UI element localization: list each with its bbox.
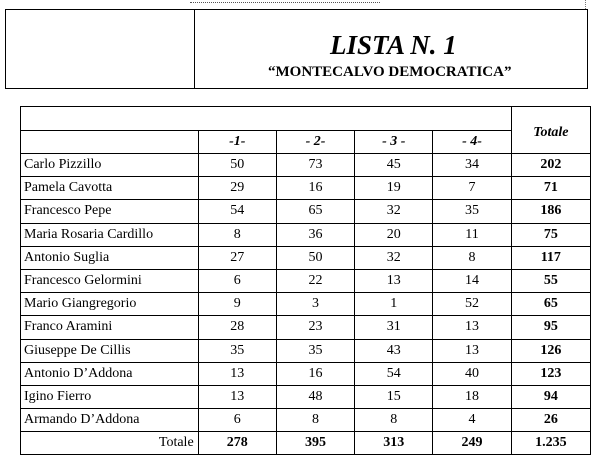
vote-cell-3: 32 [355, 246, 433, 269]
vote-cell-3: 45 [355, 154, 433, 177]
table-row [21, 339, 591, 362]
table-row [21, 293, 591, 316]
column-total-2: 395 [276, 432, 354, 455]
vote-cell-4: 7 [433, 177, 511, 200]
vote-cell-4: 18 [433, 385, 511, 408]
candidate-name: Igino Fierro [21, 385, 199, 408]
vote-cell-1: 54 [198, 200, 276, 223]
blank-cell [433, 107, 511, 131]
vote-cell-1: 13 [198, 385, 276, 408]
vote-cell-4: 14 [433, 269, 511, 292]
candidate-total: 65 [511, 293, 590, 316]
vote-cell-2: 16 [276, 362, 354, 385]
candidate-total: 117 [511, 246, 590, 269]
vote-cell-4: 34 [433, 154, 511, 177]
vote-cell-2: 50 [276, 246, 354, 269]
candidate-name: Carlo Pizzillo [21, 154, 199, 177]
table-blank-row [21, 107, 591, 131]
vote-cell-2: 23 [276, 316, 354, 339]
vote-cell-4: 8 [433, 246, 511, 269]
table-row [21, 154, 591, 177]
column-total-3: 313 [355, 432, 433, 455]
vote-cell-2: 48 [276, 385, 354, 408]
vote-cell-4: 35 [433, 200, 511, 223]
candidate-total: 55 [511, 269, 590, 292]
vote-cell-4: 13 [433, 339, 511, 362]
table-row [21, 409, 591, 432]
vote-cell-1: 29 [198, 177, 276, 200]
candidate-name: Antonio Suglia [21, 246, 199, 269]
candidate-name: Maria Rosaria Cardillo [21, 223, 199, 246]
candidate-total: 75 [511, 223, 590, 246]
total-column-header: Totale [511, 122, 590, 145]
table-row [21, 316, 591, 339]
vote-cell-3: 20 [355, 223, 433, 246]
blank-cell [276, 107, 354, 131]
vote-cell-4: 11 [433, 223, 511, 246]
scan-artifact-corner [585, 0, 588, 9]
candidate-name: Franco Aramini [21, 316, 199, 339]
vote-cell-3: 54 [355, 362, 433, 385]
vote-cell-3: 1 [355, 293, 433, 316]
summary-label: Totale [21, 432, 199, 455]
vote-cell-2: 22 [276, 269, 354, 292]
table-header-row [21, 131, 591, 154]
blank-cell [21, 107, 199, 131]
scan-artifact [190, 2, 380, 6]
column-total-4: 249 [433, 432, 511, 455]
vote-cell-1: 8 [198, 223, 276, 246]
list-title: LISTA N. 1 [330, 30, 457, 60]
vote-cell-1: 28 [198, 316, 276, 339]
candidate-total: 95 [511, 316, 590, 339]
vote-cell-1: 27 [198, 246, 276, 269]
candidate-name: Mario Giangregorio [21, 293, 199, 316]
vote-cell-3: 19 [355, 177, 433, 200]
candidate-total: 126 [511, 339, 590, 362]
vote-cell-4: 52 [433, 293, 511, 316]
vote-cell-2: 73 [276, 154, 354, 177]
vote-cell-2: 65 [276, 200, 354, 223]
vote-cell-3: 15 [355, 385, 433, 408]
vote-cell-2: 16 [276, 177, 354, 200]
vote-cell-4: 4 [433, 409, 511, 432]
header-divider [194, 10, 195, 88]
vote-cell-4: 13 [433, 316, 511, 339]
vote-cell-3: 43 [355, 339, 433, 362]
column-total-1: 278 [198, 432, 276, 455]
vote-cell-1: 35 [198, 339, 276, 362]
vote-cell-4: 40 [433, 362, 511, 385]
candidate-name: Armando D’Addona [21, 409, 199, 432]
candidate-total: 186 [511, 200, 590, 223]
table-row [21, 269, 591, 292]
list-subtitle: “MONTECALVO DEMOCRATICA” [268, 64, 512, 80]
vote-cell-3: 13 [355, 269, 433, 292]
candidate-total: 71 [511, 177, 590, 200]
vote-cell-1: 13 [198, 362, 276, 385]
grand-total: 1.235 [511, 432, 590, 455]
vote-cell-1: 6 [198, 269, 276, 292]
summary-row [21, 432, 591, 455]
table-row [21, 362, 591, 385]
blank-cell [355, 107, 433, 131]
vote-cell-2: 3 [276, 293, 354, 316]
column-header-3: - 3 - [355, 131, 433, 154]
vote-cell-2: 8 [276, 409, 354, 432]
table-row [21, 200, 591, 223]
candidate-total: 26 [511, 409, 590, 432]
candidate-name: Antonio D’Addona [21, 362, 199, 385]
candidate-name: Francesco Pepe [21, 200, 199, 223]
vote-cell-3: 32 [355, 200, 433, 223]
results-table [20, 106, 591, 455]
candidate-name: Pamela Cavotta [21, 177, 199, 200]
vote-cell-2: 35 [276, 339, 354, 362]
column-header-1: -1- [198, 131, 276, 154]
vote-cell-1: 6 [198, 409, 276, 432]
candidate-name: Giuseppe De Cillis [21, 339, 199, 362]
candidate-total: 123 [511, 362, 590, 385]
blank-cell [198, 107, 276, 131]
vote-cell-1: 50 [198, 154, 276, 177]
candidate-total: 202 [511, 154, 590, 177]
vote-cell-1: 9 [198, 293, 276, 316]
column-header-2: - 2- [276, 131, 354, 154]
vote-cell-3: 8 [355, 409, 433, 432]
table-row [21, 177, 591, 200]
vote-cell-2: 36 [276, 223, 354, 246]
table-row [21, 246, 591, 269]
candidate-name: Francesco Gelormini [21, 269, 199, 292]
table-row [21, 385, 591, 408]
column-header-4: - 4- [433, 131, 511, 154]
vote-cell-3: 31 [355, 316, 433, 339]
name-column-header [21, 131, 199, 154]
table-row [21, 223, 591, 246]
candidate-total: 94 [511, 385, 590, 408]
